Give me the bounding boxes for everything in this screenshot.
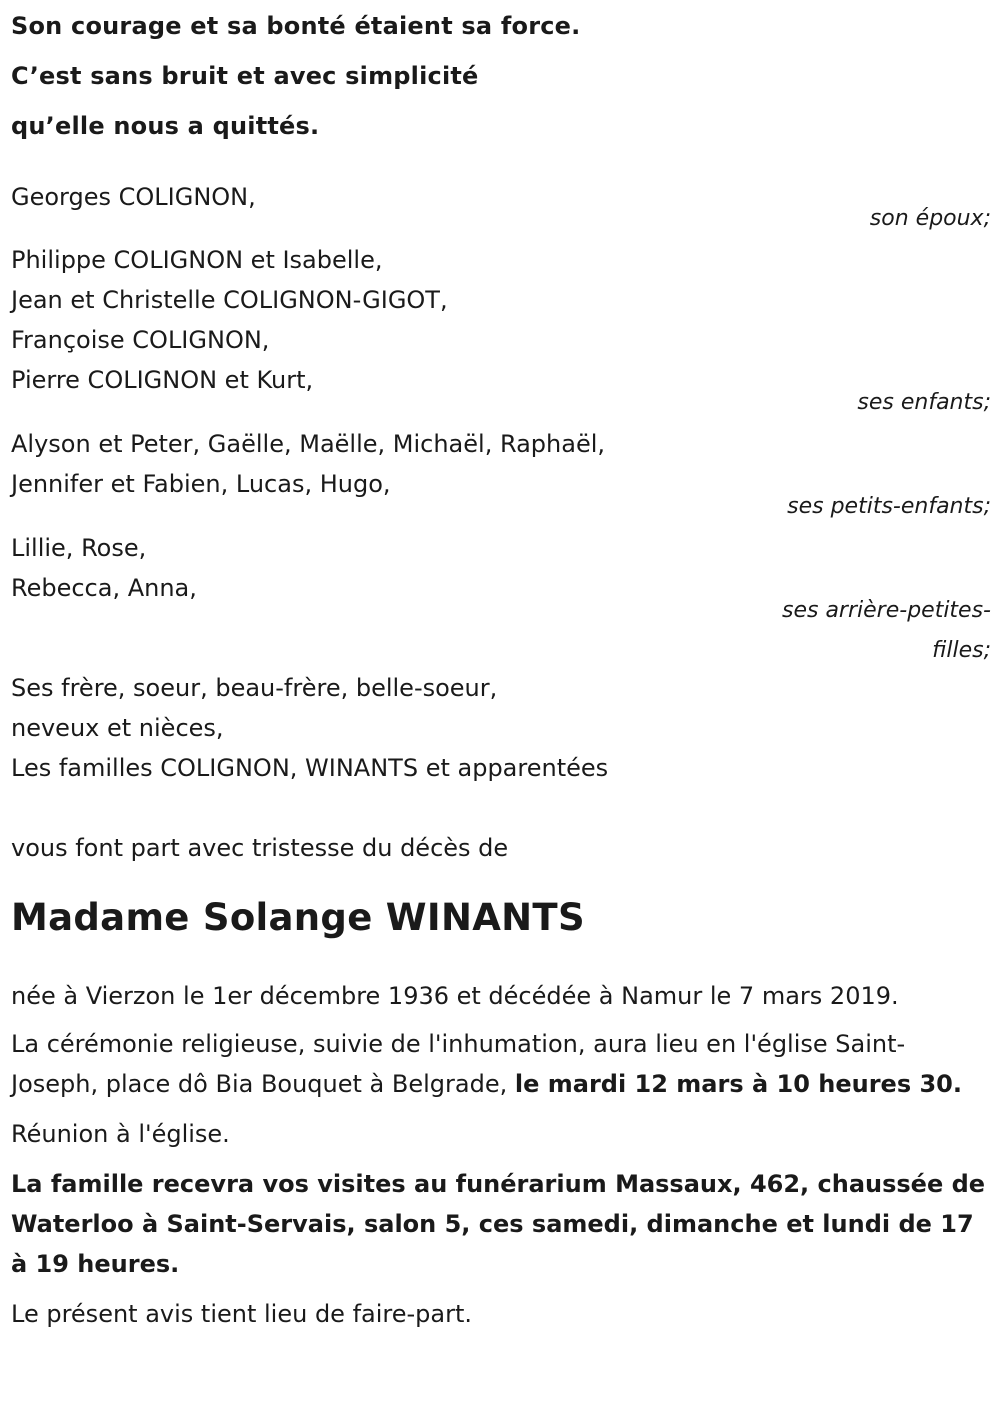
visits-paragraph: La famille recevra vos visites au funérarium Massaux, 462, chaussée de Waterloo à Saint-Servais, salon 5, ces samedi, dimanche et lundi de 17 à 19 heures. (11, 1170, 986, 1278)
closing-line: Le présent avis tient lieu de faire-part. (11, 1300, 473, 1328)
ceremony-text: La cérémonie religieuse, suivie de l'inhumation, aura lieu en l'église Saint-Joseph, place dô Bia Bouquet à Belgrade, (11, 1030, 906, 1098)
relation-label: ses enfants; (857, 390, 991, 415)
family-name-line: Les familles COLIGNON, WINANTS et apparentées (11, 754, 609, 782)
family-name-line: Françoise COLIGNON, (11, 326, 270, 354)
relation-label: son époux; (869, 206, 991, 231)
family-name-line: Ses frère, soeur, beau-frère, belle-soeur, (11, 674, 498, 702)
meeting-line: Réunion à l'église. (11, 1120, 230, 1148)
family-name-line: neveux et nièces, (11, 714, 224, 742)
ceremony-date: le mardi 12 mars à 10 heures 30. (514, 1070, 962, 1098)
epitaph-line: C’est sans bruit et avec simplicité (11, 62, 479, 90)
family-name-line: Alyson et Peter, Gaëlle, Maëlle, Michaël, Raphaël, (11, 430, 606, 458)
family-name-line: Georges COLIGNON, (11, 183, 256, 211)
family-name-line: Jean et Christelle COLIGNON-GIGOT, (11, 286, 448, 314)
epitaph (11, 1, 991, 151)
extended-family (11, 668, 991, 788)
family-name-line: Jennifer et Fabien, Lucas, Hugo, (11, 470, 391, 498)
relation-label: filles; (932, 638, 991, 663)
ceremony-paragraph (11, 1024, 986, 1104)
epitaph-line: qu’elle nous a quittés. (11, 112, 320, 140)
deceased-name: Madame Solange WINANTS (11, 896, 585, 939)
obituary-notice (11, 0, 991, 1334)
relation-label: ses petits-enfants; (787, 494, 991, 519)
birth-death-line: née à Vierzon le 1er décembre 1936 et décédée à Namur le 7 mars 2019. (11, 982, 899, 1010)
family-group-great-grandchildren (11, 528, 991, 671)
family-name-line: Rebecca, Anna, (11, 574, 197, 602)
epitaph-line: Son courage et sa bonté étaient sa force. (11, 12, 581, 40)
family-name-line: Pierre COLIGNON et Kurt, (11, 366, 314, 394)
family-group-spouse (11, 177, 991, 239)
family-name-line: Philippe COLIGNON et Isabelle, (11, 246, 383, 274)
relation-label: ses arrière-petites- (782, 598, 991, 623)
family-name-line: Lillie, Rose, (11, 534, 147, 562)
announcement: vous font part avec tristesse du décès de (11, 834, 509, 862)
family-group-children (11, 240, 991, 423)
family-group-grandchildren (11, 424, 991, 527)
